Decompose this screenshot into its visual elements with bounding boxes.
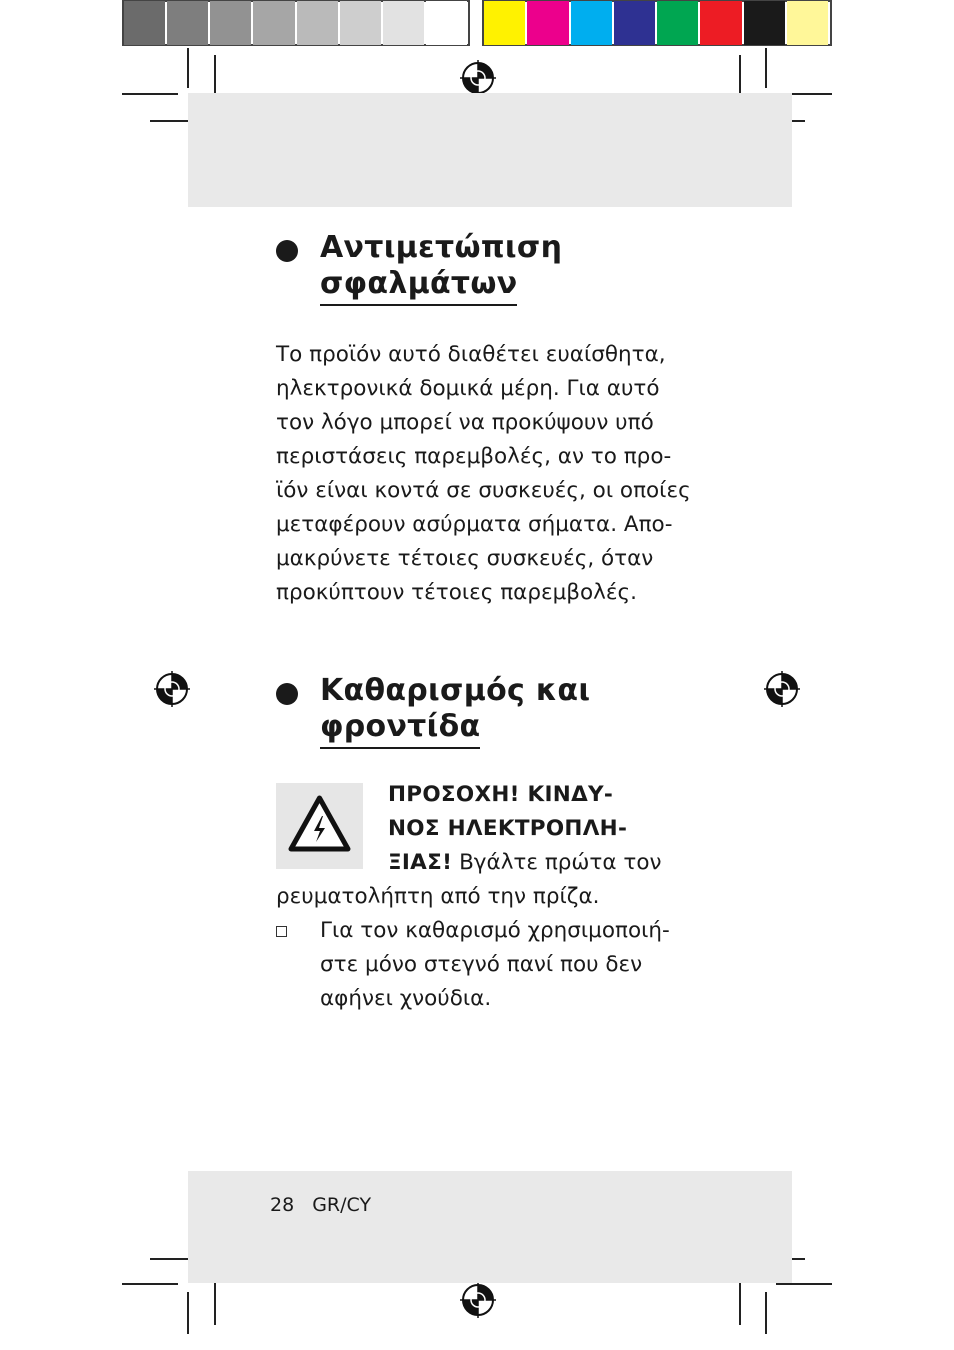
registration-mark-icon — [460, 60, 496, 96]
color-swatch — [383, 1, 424, 45]
heading-line: Καθαρισμός και — [320, 673, 591, 708]
color-swatch — [787, 1, 828, 45]
heading-bullet-icon — [276, 240, 298, 262]
page-number: 28 — [270, 1194, 295, 1216]
warning-continuation: ρευματολήπτη από την πρίζα. — [276, 884, 600, 909]
warning-title-line: ΝΟΣ ΗΛΕΚΤΡΟΠΛΗ- — [388, 816, 628, 841]
paragraph-line: ηλεκτρονικά δομικά μέρη. Για αυτό — [276, 376, 660, 401]
warning-title-line: ΠΡΟΣΟΧΗ! ΚΙΝΔΥ- — [388, 782, 614, 807]
color-swatch — [527, 1, 568, 45]
color-swatch — [700, 1, 741, 45]
heading-bullet-icon — [276, 683, 298, 705]
color-swatch — [167, 1, 208, 45]
crop-mark — [187, 1292, 189, 1334]
crop-mark — [765, 48, 767, 88]
heading-line: φροντίδα — [320, 709, 480, 749]
page-footer — [270, 1193, 371, 1217]
crop-mark — [765, 1292, 767, 1334]
color-swatch — [340, 1, 381, 45]
warning-instruction: Βγάλτε πρώτα τον — [459, 850, 662, 875]
warning-icon-box — [276, 783, 363, 869]
list-line: στε μόνο στεγνό πανί που δεν — [320, 952, 643, 977]
header-band — [188, 93, 792, 207]
warning-title-line: ΞΙΑΣ! — [388, 850, 453, 875]
language-code: GR/CY — [312, 1194, 372, 1216]
color-swatch — [210, 1, 251, 45]
color-swatch — [426, 1, 467, 45]
section-title — [320, 230, 562, 306]
crop-mark — [122, 1283, 178, 1285]
paragraph-line: προκύπτουν τέτοιες παρεμβολές. — [276, 580, 637, 605]
paragraph-line: μεταφέρουν ασύρματα σήματα. Απο- — [276, 512, 673, 537]
crop-mark — [122, 93, 178, 95]
paragraph-line: περιστάσεις παρεμβολές, αν το προ- — [276, 444, 672, 469]
registration-mark-icon — [154, 671, 190, 707]
paragraph-line: ϊόν είναι κοντά σε συσκευές, οι οποίες — [276, 478, 691, 503]
paragraph-line: Το προϊόν αυτό διαθέτει ευαίσθητα, — [276, 342, 666, 367]
color-swatch — [614, 1, 655, 45]
checkbox-bullet-icon — [276, 926, 287, 937]
troubleshooting-paragraph — [276, 338, 691, 610]
color-swatch — [484, 1, 525, 45]
footer-band — [188, 1171, 792, 1283]
crop-mark — [776, 1283, 832, 1285]
color-swatch — [571, 1, 612, 45]
color-swatch — [657, 1, 698, 45]
list-line: Για τον καθαρισμό χρησιμοποιή- — [320, 918, 670, 943]
section-title — [320, 673, 590, 749]
paragraph-line: τον λόγο μπορεί να προκύψουν υπό — [276, 410, 654, 435]
registration-mark-icon — [460, 1282, 496, 1318]
color-swatch — [253, 1, 294, 45]
electric-hazard-icon — [276, 783, 363, 869]
warning-text — [388, 778, 662, 880]
crop-mark — [187, 48, 189, 88]
crop-mark — [214, 1280, 216, 1325]
color-swatch — [297, 1, 338, 45]
list-line: αφήνει χνούδια. — [320, 986, 492, 1011]
heading-line: Αντιμετώπιση — [320, 230, 563, 265]
paragraph-line: μακρύνετε τέτοιες συσκευές, όταν — [276, 546, 654, 571]
heading-line: σφαλμάτων — [320, 266, 517, 306]
color-swatch — [744, 1, 785, 45]
color-swatch — [124, 1, 165, 45]
crop-mark — [739, 1280, 741, 1325]
list-item-text — [320, 914, 670, 1016]
registration-mark-icon — [764, 671, 800, 707]
